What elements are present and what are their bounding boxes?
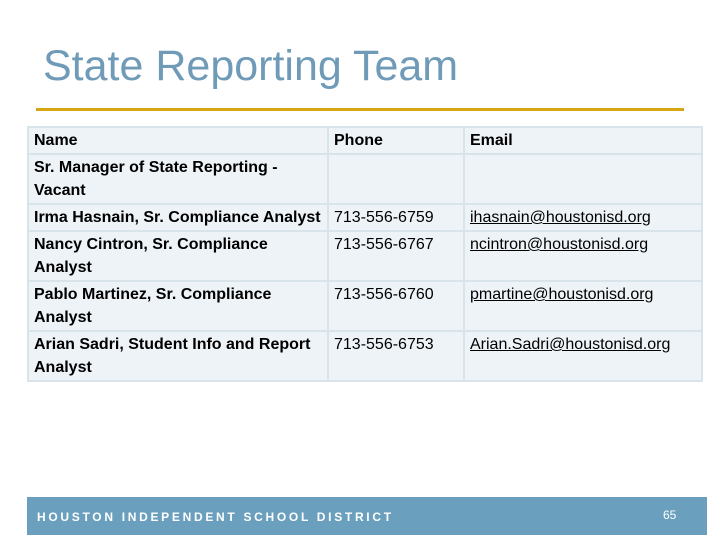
footer-bar [27,497,707,535]
header-phone: Phone [328,127,464,154]
footer-district-name: HOUSTON INDEPENDENT SCHOOL DISTRICT [37,510,394,524]
member-email-link[interactable]: Arian.Sadri@houstonisd.org [470,336,671,353]
slide-title: State Reporting Team [43,42,459,90]
member-name: Pablo Martinez, Sr. Compliance Analyst [28,281,328,331]
table-row [28,204,702,231]
table-header-row [28,127,702,154]
member-email-cell [464,154,702,204]
table-row [28,154,702,204]
member-name: Arian Sadri, Student Info and Report Analyst [28,331,328,381]
member-phone: 713-556-6759 [328,204,464,231]
member-name: Nancy Cintron, Sr. Compliance Analyst [28,231,328,281]
header-email: Email [464,127,702,154]
member-email-link[interactable]: ncintron@houstonisd.org [470,236,649,253]
member-name: Sr. Manager of State Reporting - Vacant [28,154,328,204]
page-number: 65 [663,508,677,522]
member-email-cell [464,331,702,381]
header-name: Name [28,127,328,154]
member-email-cell [464,204,702,231]
member-email-cell [464,281,702,331]
member-phone: 713-556-6767 [328,231,464,281]
table-row [28,231,702,281]
table-row [28,331,702,381]
member-email-link[interactable]: pmartine@houstonisd.org [470,286,654,303]
title-divider [36,108,684,111]
member-email-link[interactable]: ihasnain@houstonisd.org [470,209,651,226]
member-email-cell [464,231,702,281]
member-phone [328,154,464,204]
member-phone: 713-556-6753 [328,331,464,381]
table-row [28,281,702,331]
team-table [27,126,703,382]
member-phone: 713-556-6760 [328,281,464,331]
member-name: Irma Hasnain, Sr. Compliance Analyst [28,204,328,231]
